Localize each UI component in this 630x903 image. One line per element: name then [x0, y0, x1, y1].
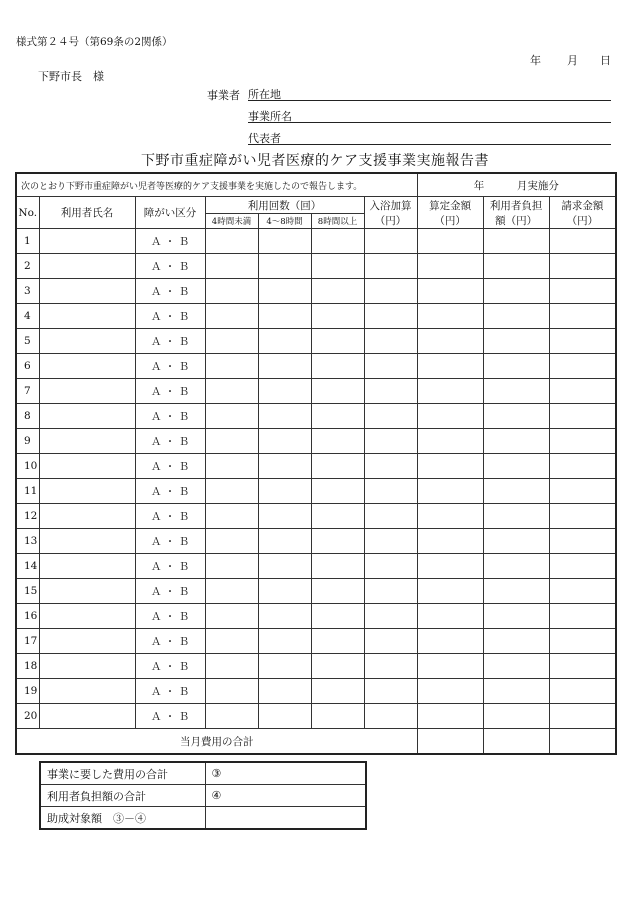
usage-lt4-cell[interactable] [205, 404, 258, 429]
name-cell[interactable] [39, 704, 135, 729]
copay-cell[interactable] [483, 354, 549, 379]
claim-cell[interactable] [549, 504, 616, 529]
claim-cell[interactable] [549, 279, 616, 304]
usage-lt4-cell[interactable] [205, 329, 258, 354]
usage-4to8-cell[interactable] [258, 279, 311, 304]
table-row [16, 529, 616, 554]
table-row [16, 404, 616, 429]
category-cell[interactable]: Ａ ・ Ｂ [135, 604, 205, 629]
usage-4to8-cell[interactable] [258, 554, 311, 579]
name-cell[interactable] [39, 454, 135, 479]
name-cell[interactable] [39, 504, 135, 529]
claim-cell[interactable] [549, 704, 616, 729]
summary-value[interactable]: ③ [205, 762, 366, 785]
address-label: 所在地 [248, 88, 281, 101]
summary-row-subsidy-target [40, 807, 366, 830]
copay-cell[interactable] [483, 554, 549, 579]
header-usage-lt4: 4時間未満 [205, 214, 258, 229]
calc-cell[interactable] [417, 354, 483, 379]
claim-cell[interactable] [549, 629, 616, 654]
header-bath: 入浴加算 （円） [364, 197, 417, 229]
usage-ge8-cell[interactable] [311, 554, 364, 579]
total-label: 当月費用の合計 [16, 729, 417, 755]
usage-lt4-cell[interactable] [205, 579, 258, 604]
table-row [16, 279, 616, 304]
notice-text: 次のとおり下野市重症障がい児者等医療的ケア支援事業を実施したので報告します。 [16, 173, 417, 197]
usage-4to8-cell[interactable] [258, 304, 311, 329]
name-cell[interactable] [39, 404, 135, 429]
calc-cell[interactable] [417, 579, 483, 604]
total-copay-cell[interactable] [483, 729, 549, 755]
usage-ge8-cell[interactable] [311, 254, 364, 279]
bath-cell[interactable] [364, 604, 417, 629]
usage-ge8-cell[interactable] [311, 604, 364, 629]
name-cell[interactable] [39, 679, 135, 704]
row-number: 1 [16, 229, 39, 254]
category-cell[interactable]: Ａ ・ Ｂ [135, 579, 205, 604]
name-cell[interactable] [39, 329, 135, 354]
calc-cell[interactable] [417, 629, 483, 654]
name-cell[interactable] [39, 429, 135, 454]
usage-ge8-cell[interactable] [311, 279, 364, 304]
usage-4to8-cell[interactable] [258, 629, 311, 654]
usage-ge8-cell[interactable] [311, 354, 364, 379]
category-cell[interactable]: Ａ ・ Ｂ [135, 454, 205, 479]
calc-cell[interactable] [417, 254, 483, 279]
header-copay: 利用者負担 額（円） [483, 197, 549, 229]
address-field[interactable] [248, 86, 611, 101]
usage-ge8-cell[interactable] [311, 679, 364, 704]
period-month: 月実施分 [516, 179, 559, 192]
summary-table [39, 761, 367, 830]
row-number: 12 [16, 504, 39, 529]
category-cell[interactable]: Ａ ・ Ｂ [135, 529, 205, 554]
category-cell[interactable]: Ａ ・ Ｂ [135, 404, 205, 429]
category-cell[interactable]: Ａ ・ Ｂ [135, 429, 205, 454]
calc-cell[interactable] [417, 454, 483, 479]
claim-cell[interactable] [549, 354, 616, 379]
bath-cell[interactable] [364, 479, 417, 504]
table-row [16, 629, 616, 654]
usage-lt4-cell[interactable] [205, 429, 258, 454]
header-claim: 請求金額 （円） [549, 197, 616, 229]
usage-4to8-cell[interactable] [258, 404, 311, 429]
usage-ge8-cell[interactable] [311, 654, 364, 679]
usage-4to8-cell[interactable] [258, 229, 311, 254]
row-number: 3 [16, 279, 39, 304]
copay-cell[interactable] [483, 254, 549, 279]
category-cell[interactable]: Ａ ・ Ｂ [135, 504, 205, 529]
claim-cell[interactable] [549, 454, 616, 479]
usage-4to8-cell[interactable] [258, 479, 311, 504]
copay-cell[interactable] [483, 379, 549, 404]
bath-cell[interactable] [364, 704, 417, 729]
calc-cell[interactable] [417, 279, 483, 304]
usage-ge8-cell[interactable] [311, 504, 364, 529]
usage-lt4-cell[interactable] [205, 679, 258, 704]
usage-4to8-cell[interactable] [258, 579, 311, 604]
table-row [16, 479, 616, 504]
bath-cell[interactable] [364, 654, 417, 679]
table-row [16, 354, 616, 379]
table-row [16, 654, 616, 679]
row-number: 10 [16, 454, 39, 479]
bath-cell[interactable] [364, 329, 417, 354]
calc-cell[interactable] [417, 479, 483, 504]
copay-cell[interactable] [483, 229, 549, 254]
copay-cell[interactable] [483, 604, 549, 629]
header-usage-4to8: 4～8時間 [258, 214, 311, 229]
summary-label: 助成対象額 ③－④ [40, 807, 205, 830]
summary-label: 利用者負担額の合計 [40, 785, 205, 807]
claim-cell[interactable] [549, 429, 616, 454]
usage-lt4-cell[interactable] [205, 229, 258, 254]
period-cell[interactable] [417, 173, 616, 197]
claim-cell[interactable] [549, 254, 616, 279]
copay-cell[interactable] [483, 454, 549, 479]
representative-field[interactable] [248, 130, 611, 145]
calc-cell[interactable] [417, 529, 483, 554]
calc-cell[interactable] [417, 429, 483, 454]
usage-lt4-cell[interactable] [205, 479, 258, 504]
copay-cell[interactable] [483, 679, 549, 704]
usage-4to8-cell[interactable] [258, 429, 311, 454]
name-cell[interactable] [39, 354, 135, 379]
copay-cell[interactable] [483, 429, 549, 454]
usage-lt4-cell[interactable] [205, 604, 258, 629]
table-row [16, 379, 616, 404]
table-row [16, 504, 616, 529]
usage-4to8-cell[interactable] [258, 604, 311, 629]
name-cell[interactable] [39, 254, 135, 279]
name-cell[interactable] [39, 379, 135, 404]
bath-cell[interactable] [364, 679, 417, 704]
category-cell[interactable]: Ａ ・ Ｂ [135, 304, 205, 329]
header-name: 利用者氏名 [39, 197, 135, 229]
row-number: 11 [16, 479, 39, 504]
usage-lt4-cell[interactable] [205, 629, 258, 654]
copay-cell[interactable] [483, 629, 549, 654]
table-row [16, 554, 616, 579]
calc-cell[interactable] [417, 554, 483, 579]
bath-cell[interactable] [364, 629, 417, 654]
date-month-label: 月 [567, 54, 578, 67]
name-cell[interactable] [39, 654, 135, 679]
calc-cell[interactable] [417, 304, 483, 329]
category-cell[interactable]: Ａ ・ Ｂ [135, 654, 205, 679]
report-table [15, 172, 617, 755]
usage-lt4-cell[interactable] [205, 254, 258, 279]
table-row [16, 604, 616, 629]
claim-cell[interactable] [549, 554, 616, 579]
table-row [16, 229, 616, 254]
category-cell[interactable]: Ａ ・ Ｂ [135, 629, 205, 654]
header-usage-count: 利用回数（回） [205, 197, 364, 214]
claim-cell[interactable] [549, 404, 616, 429]
category-cell[interactable]: Ａ ・ Ｂ [135, 554, 205, 579]
row-number: 18 [16, 654, 39, 679]
row-number: 15 [16, 579, 39, 604]
representative-label: 代表者 [248, 132, 281, 145]
summary-label: 事業に要した費用の合計 [40, 762, 205, 785]
usage-4to8-cell[interactable] [258, 454, 311, 479]
row-number: 20 [16, 704, 39, 729]
name-cell[interactable] [39, 529, 135, 554]
usage-ge8-cell[interactable] [311, 404, 364, 429]
usage-lt4-cell[interactable] [205, 379, 258, 404]
claim-cell[interactable] [549, 529, 616, 554]
claim-cell[interactable] [549, 329, 616, 354]
office-name-field[interactable] [248, 108, 611, 123]
calc-cell[interactable] [417, 404, 483, 429]
usage-lt4-cell[interactable] [205, 504, 258, 529]
bath-cell[interactable] [364, 529, 417, 554]
table-row [16, 429, 616, 454]
period-year: 年 [473, 179, 485, 192]
calc-cell[interactable] [417, 329, 483, 354]
usage-4to8-cell[interactable] [258, 654, 311, 679]
header-category: 障がい区分 [135, 197, 205, 229]
bath-cell[interactable] [364, 454, 417, 479]
name-cell[interactable] [39, 554, 135, 579]
table-row [16, 454, 616, 479]
calc-cell[interactable] [417, 654, 483, 679]
bath-cell[interactable] [364, 404, 417, 429]
category-cell[interactable]: Ａ ・ Ｂ [135, 354, 205, 379]
usage-lt4-cell[interactable] [205, 654, 258, 679]
claim-cell[interactable] [549, 579, 616, 604]
category-cell[interactable]: Ａ ・ Ｂ [135, 254, 205, 279]
summary-value[interactable] [205, 807, 366, 830]
total-calc-cell[interactable] [417, 729, 483, 755]
copay-cell[interactable] [483, 704, 549, 729]
usage-4to8-cell[interactable] [258, 704, 311, 729]
form-number: 様式第２４号（第69条の2関係） [16, 36, 173, 48]
bath-cell[interactable] [364, 229, 417, 254]
usage-4to8-cell[interactable] [258, 329, 311, 354]
bath-cell[interactable] [364, 379, 417, 404]
row-number: 5 [16, 329, 39, 354]
copay-cell[interactable] [483, 329, 549, 354]
date-day-label: 日 [600, 54, 611, 67]
usage-lt4-cell[interactable] [205, 279, 258, 304]
usage-ge8-cell[interactable] [311, 629, 364, 654]
usage-ge8-cell[interactable] [311, 229, 364, 254]
calc-cell[interactable] [417, 704, 483, 729]
claim-cell[interactable] [549, 654, 616, 679]
row-number: 16 [16, 604, 39, 629]
category-cell[interactable]: Ａ ・ Ｂ [135, 704, 205, 729]
claim-cell[interactable] [549, 679, 616, 704]
name-cell[interactable] [39, 604, 135, 629]
row-number: 2 [16, 254, 39, 279]
usage-ge8-cell[interactable] [311, 379, 364, 404]
category-cell[interactable]: Ａ ・ Ｂ [135, 679, 205, 704]
row-number: 17 [16, 629, 39, 654]
bath-cell[interactable] [364, 429, 417, 454]
claim-cell[interactable] [549, 379, 616, 404]
copay-cell[interactable] [483, 529, 549, 554]
name-cell[interactable] [39, 629, 135, 654]
table-row [16, 704, 616, 729]
usage-lt4-cell[interactable] [205, 304, 258, 329]
usage-lt4-cell[interactable] [205, 529, 258, 554]
usage-4to8-cell[interactable] [258, 504, 311, 529]
calc-cell[interactable] [417, 379, 483, 404]
usage-4to8-cell[interactable] [258, 379, 311, 404]
category-cell[interactable]: Ａ ・ Ｂ [135, 479, 205, 504]
table-row [16, 329, 616, 354]
calc-cell[interactable] [417, 604, 483, 629]
usage-4to8-cell[interactable] [258, 529, 311, 554]
usage-ge8-cell[interactable] [311, 454, 364, 479]
usage-ge8-cell[interactable] [311, 479, 364, 504]
bath-cell[interactable] [364, 354, 417, 379]
summary-value[interactable]: ④ [205, 785, 366, 807]
usage-4to8-cell[interactable] [258, 679, 311, 704]
usage-ge8-cell[interactable] [311, 304, 364, 329]
claim-cell[interactable] [549, 479, 616, 504]
table-row [16, 679, 616, 704]
copay-cell[interactable] [483, 504, 549, 529]
summary-row-total-copay [40, 785, 366, 807]
copay-cell[interactable] [483, 404, 549, 429]
usage-ge8-cell[interactable] [311, 579, 364, 604]
claim-cell[interactable] [549, 604, 616, 629]
copay-cell[interactable] [483, 304, 549, 329]
applicant-label: 事業者 [207, 89, 240, 102]
total-claim-cell[interactable] [549, 729, 616, 755]
row-number: 4 [16, 304, 39, 329]
addressee: 下野市長 様 [38, 70, 104, 83]
row-number: 6 [16, 354, 39, 379]
usage-lt4-cell[interactable] [205, 354, 258, 379]
header-calc: 算定金額 （円） [417, 197, 483, 229]
copay-cell[interactable] [483, 579, 549, 604]
row-number: 8 [16, 404, 39, 429]
row-number: 7 [16, 379, 39, 404]
bath-cell[interactable] [364, 579, 417, 604]
bath-cell[interactable] [364, 279, 417, 304]
bath-cell[interactable] [364, 304, 417, 329]
claim-cell[interactable] [549, 304, 616, 329]
usage-ge8-cell[interactable] [311, 529, 364, 554]
bath-cell[interactable] [364, 254, 417, 279]
table-row [16, 579, 616, 604]
calc-cell[interactable] [417, 679, 483, 704]
copay-cell[interactable] [483, 279, 549, 304]
name-cell[interactable] [39, 579, 135, 604]
row-number: 13 [16, 529, 39, 554]
row-number: 14 [16, 554, 39, 579]
copay-cell[interactable] [483, 479, 549, 504]
usage-ge8-cell[interactable] [311, 704, 364, 729]
table-row [16, 304, 616, 329]
copay-cell[interactable] [483, 654, 549, 679]
usage-4to8-cell[interactable] [258, 254, 311, 279]
category-cell[interactable]: Ａ ・ Ｂ [135, 379, 205, 404]
table-row [16, 254, 616, 279]
bath-cell[interactable] [364, 504, 417, 529]
claim-cell[interactable] [549, 229, 616, 254]
report-title: 下野市重症障がい児者医療的ケア支援事業実施報告書 [141, 153, 489, 169]
row-number: 19 [16, 679, 39, 704]
calc-cell[interactable] [417, 229, 483, 254]
summary-row-total-cost [40, 762, 366, 785]
calc-cell[interactable] [417, 504, 483, 529]
bath-cell[interactable] [364, 554, 417, 579]
name-cell[interactable] [39, 229, 135, 254]
category-cell[interactable]: Ａ ・ Ｂ [135, 279, 205, 304]
usage-4to8-cell[interactable] [258, 354, 311, 379]
category-cell[interactable]: Ａ ・ Ｂ [135, 229, 205, 254]
usage-lt4-cell[interactable] [205, 554, 258, 579]
usage-lt4-cell[interactable] [205, 454, 258, 479]
header-usage-ge8: 8時間以上 [311, 214, 364, 229]
usage-ge8-cell[interactable] [311, 429, 364, 454]
usage-ge8-cell[interactable] [311, 329, 364, 354]
usage-lt4-cell[interactable] [205, 704, 258, 729]
name-cell[interactable] [39, 304, 135, 329]
office-name-label: 事業所名 [248, 110, 292, 123]
name-cell[interactable] [39, 479, 135, 504]
name-cell[interactable] [39, 279, 135, 304]
category-cell[interactable]: Ａ ・ Ｂ [135, 329, 205, 354]
date-year-label: 年 [530, 54, 541, 67]
row-number: 9 [16, 429, 39, 454]
header-no: No. [16, 197, 39, 229]
